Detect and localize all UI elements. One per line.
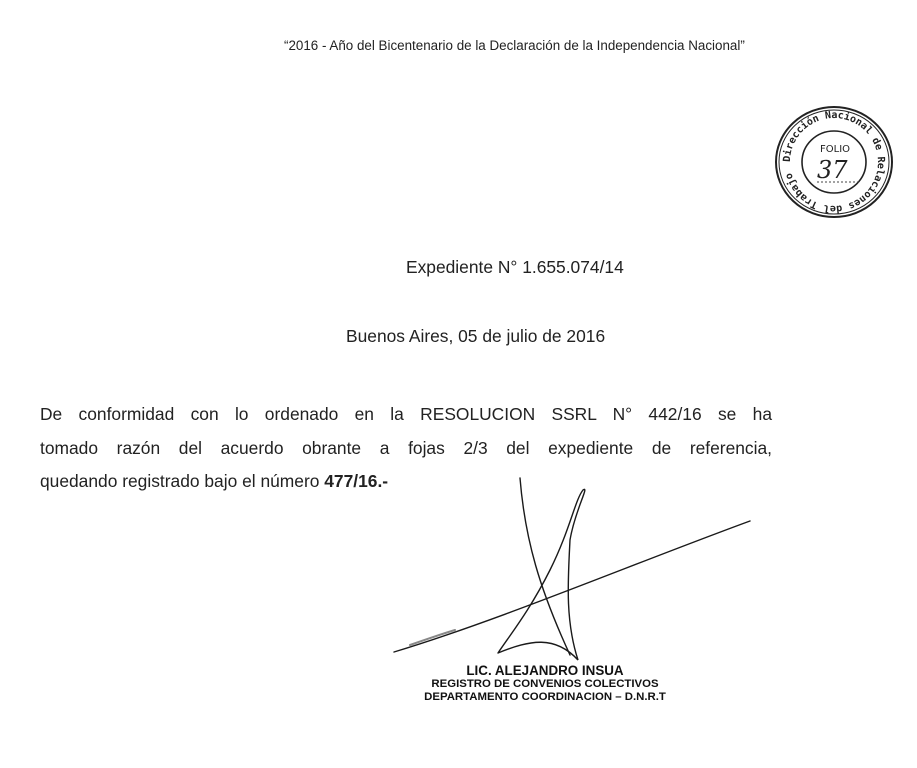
svg-text:Dirección Nacional de Relacion: Dirección Nacional de Relaciones del Trabajo (781, 109, 887, 215)
signature-icon (380, 470, 780, 670)
paragraph-line: tomado razón del acuerdo obrante a fojas 2/3 del expediente de referencia, (40, 437, 772, 458)
svg-text:FOLIO: FOLIO (820, 144, 851, 155)
signer-department: DEPARTAMENTO COORDINACION – D.N.R.T (424, 691, 666, 703)
signer-role: REGISTRO DE CONVENIOS COLECTIVOS (431, 677, 659, 690)
place-date: Buenos Aires, 05 de julio de 2016 (346, 326, 606, 346)
stamp-seal-icon (773, 104, 895, 220)
svg-text:37: 37 (817, 156, 848, 184)
signer-name: LIC. ALEJANDRO INSUA (466, 663, 624, 678)
header-motto: “2016 - Año del Bicentenario de la Declaración de la Independencia Nacional” (284, 38, 745, 53)
signer-block (395, 664, 695, 705)
folio-stamp (773, 104, 895, 220)
registration-text: quedando registrado bajo el número (40, 471, 325, 491)
registration-number: 477/16.- (324, 471, 389, 491)
expediente-number: Expediente N° 1.655.074/14 (406, 257, 624, 277)
paragraph-line: De conformidad con lo ordenado en la RESOLUCION SSRL N° 442/16 se ha (40, 404, 772, 424)
handwritten-signature (380, 470, 780, 670)
